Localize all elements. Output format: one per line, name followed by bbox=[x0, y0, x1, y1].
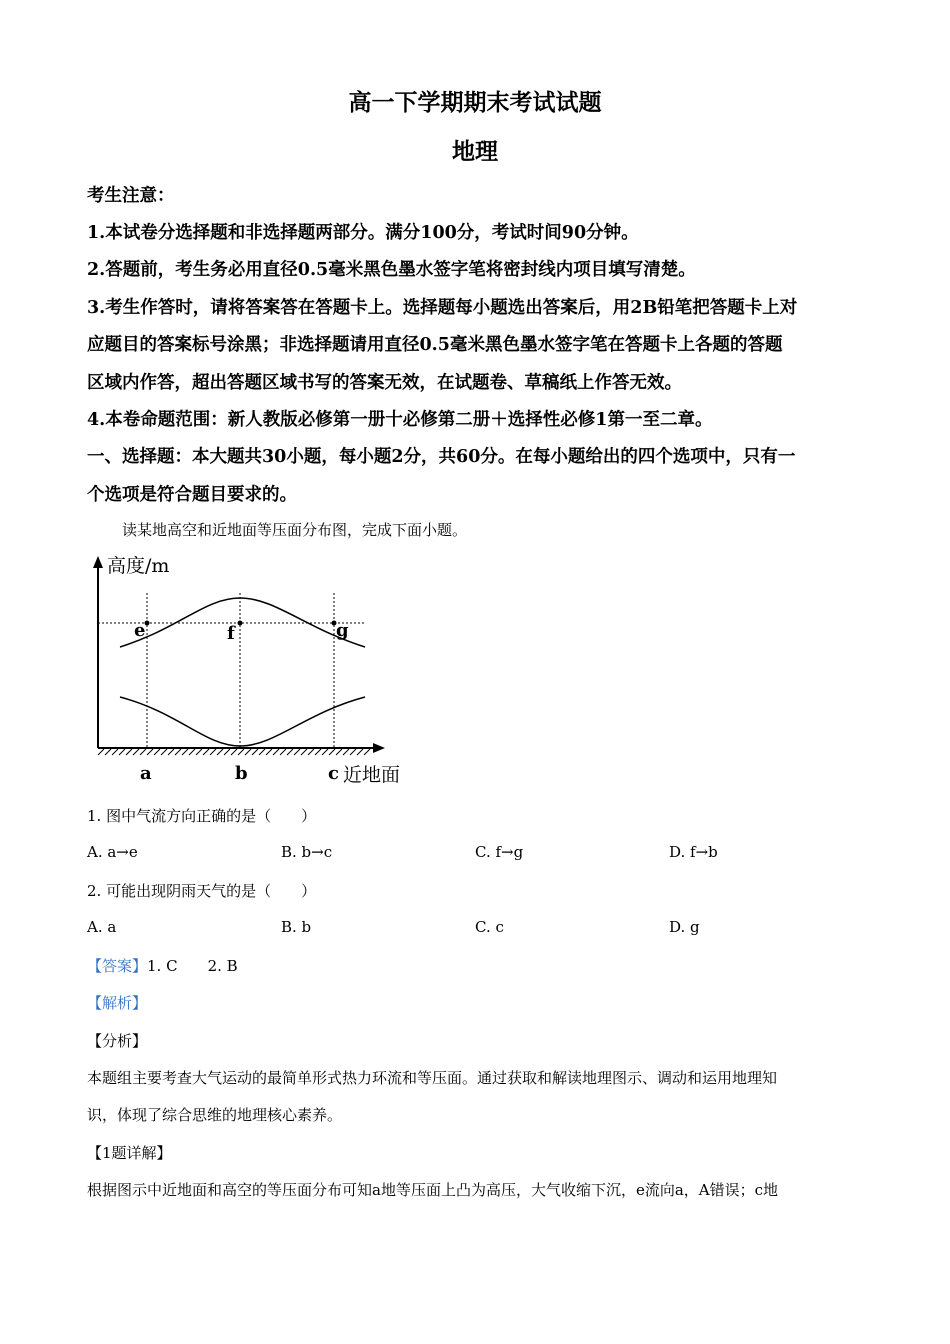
notice-item-4: 4.本卷命题范围：新人教版必修第一册十必修第二册＋选择性必修1第一至二章。 bbox=[87, 410, 713, 430]
figure-intro: 读某地高空和近地面等压面分布图，完成下面小题。 bbox=[122, 521, 468, 539]
exam-subject: 地理 bbox=[452, 138, 498, 165]
analysis-sub-tag: 【分析】 bbox=[87, 1032, 148, 1050]
y-axis-label: 高度/m bbox=[107, 555, 170, 577]
answer-line bbox=[87, 955, 238, 976]
question-1-option-b: B. b→c bbox=[281, 843, 333, 861]
y-axis-arrow bbox=[93, 556, 103, 568]
question-1-option-a: A. a→e bbox=[87, 843, 138, 861]
question-2-option-a: A. a bbox=[87, 918, 117, 936]
x-axis-arrow bbox=[373, 743, 385, 753]
ground-hatch bbox=[98, 749, 370, 755]
exam-title: 高一下学期期末考试试题 bbox=[348, 89, 602, 116]
notice-item-2: 2.答题前，考生务必用直径0.5毫米黑色墨水签字笔将密封线内项目填写清楚。 bbox=[87, 260, 696, 280]
notice-item-3-line-1: 3.考生作答时，请将答案答在答题卡上。选择题每小题选出答案后，用2B铅笔把答题卡上对 bbox=[87, 298, 798, 318]
section-1-line-1: 一、选择题：本大题共30小题，每小题2分，共60分。在每小题给出的四个选项中，只有一 bbox=[87, 447, 796, 467]
question-1-stem: 1. 图中气流方向正确的是（ ） bbox=[87, 807, 317, 825]
question-2-option-d: D. g bbox=[669, 918, 700, 936]
question-1-option-c: C. f→g bbox=[475, 843, 524, 861]
analysis-paragraph-2-line-1: 根据图示中近地面和高空的等压面分布可知a地等压面上凸为高压，大气收缩下沉，e流向a，A错误；c地 bbox=[87, 1181, 779, 1199]
isobar-figure bbox=[85, 548, 415, 788]
notice-item-3-line-2: 应题目的答案标号涂黑；非选择题请用直径0.5毫米黑色墨水签字笔在答题卡上各题的答题 bbox=[87, 335, 783, 355]
label-g: g bbox=[336, 620, 349, 641]
analysis-paragraph-1-line-1: 本题组主要考查大气运动的最简单形式热力环流和等压面。通过获取和解读地理图示、调动和运用地理知 bbox=[87, 1069, 778, 1087]
x-axis-label: 近地面 bbox=[343, 764, 401, 786]
detail-1-tag: 【1题详解】 bbox=[87, 1144, 172, 1162]
label-b: b bbox=[235, 763, 248, 784]
analysis-paragraph-1-line-2: 识，体现了综合思维的地理核心素养。 bbox=[87, 1106, 343, 1124]
label-a: a bbox=[140, 763, 152, 784]
notice-heading: 考生注意： bbox=[87, 186, 175, 206]
point-f-dot bbox=[238, 621, 243, 626]
question-2-option-b: B. b bbox=[281, 918, 312, 936]
section-1-line-2: 个选项是符合题目要求的。 bbox=[87, 485, 297, 505]
analysis-tag: 【解析】 bbox=[87, 994, 148, 1012]
notice-item-3-line-3: 区域内作答，超出答题区域书写的答案无效，在试题卷、草稿纸上作答无效。 bbox=[87, 373, 682, 393]
label-f: f bbox=[227, 623, 235, 644]
lower-isobar bbox=[120, 697, 365, 746]
question-1-option-d: D. f→b bbox=[669, 843, 718, 861]
notice-item-1: 1.本试卷分选择题和非选择题两部分。满分100分，考试时间90分钟。 bbox=[87, 223, 639, 243]
label-c: c bbox=[328, 763, 339, 784]
answer-tag: 【答案】 bbox=[87, 957, 148, 975]
question-2-option-c: C. c bbox=[475, 918, 504, 936]
label-e: e bbox=[134, 620, 146, 641]
question-2-stem: 2. 可能出现阴雨天气的是（ ） bbox=[87, 882, 317, 900]
answer-text: 1. C 2. B bbox=[147, 957, 238, 975]
